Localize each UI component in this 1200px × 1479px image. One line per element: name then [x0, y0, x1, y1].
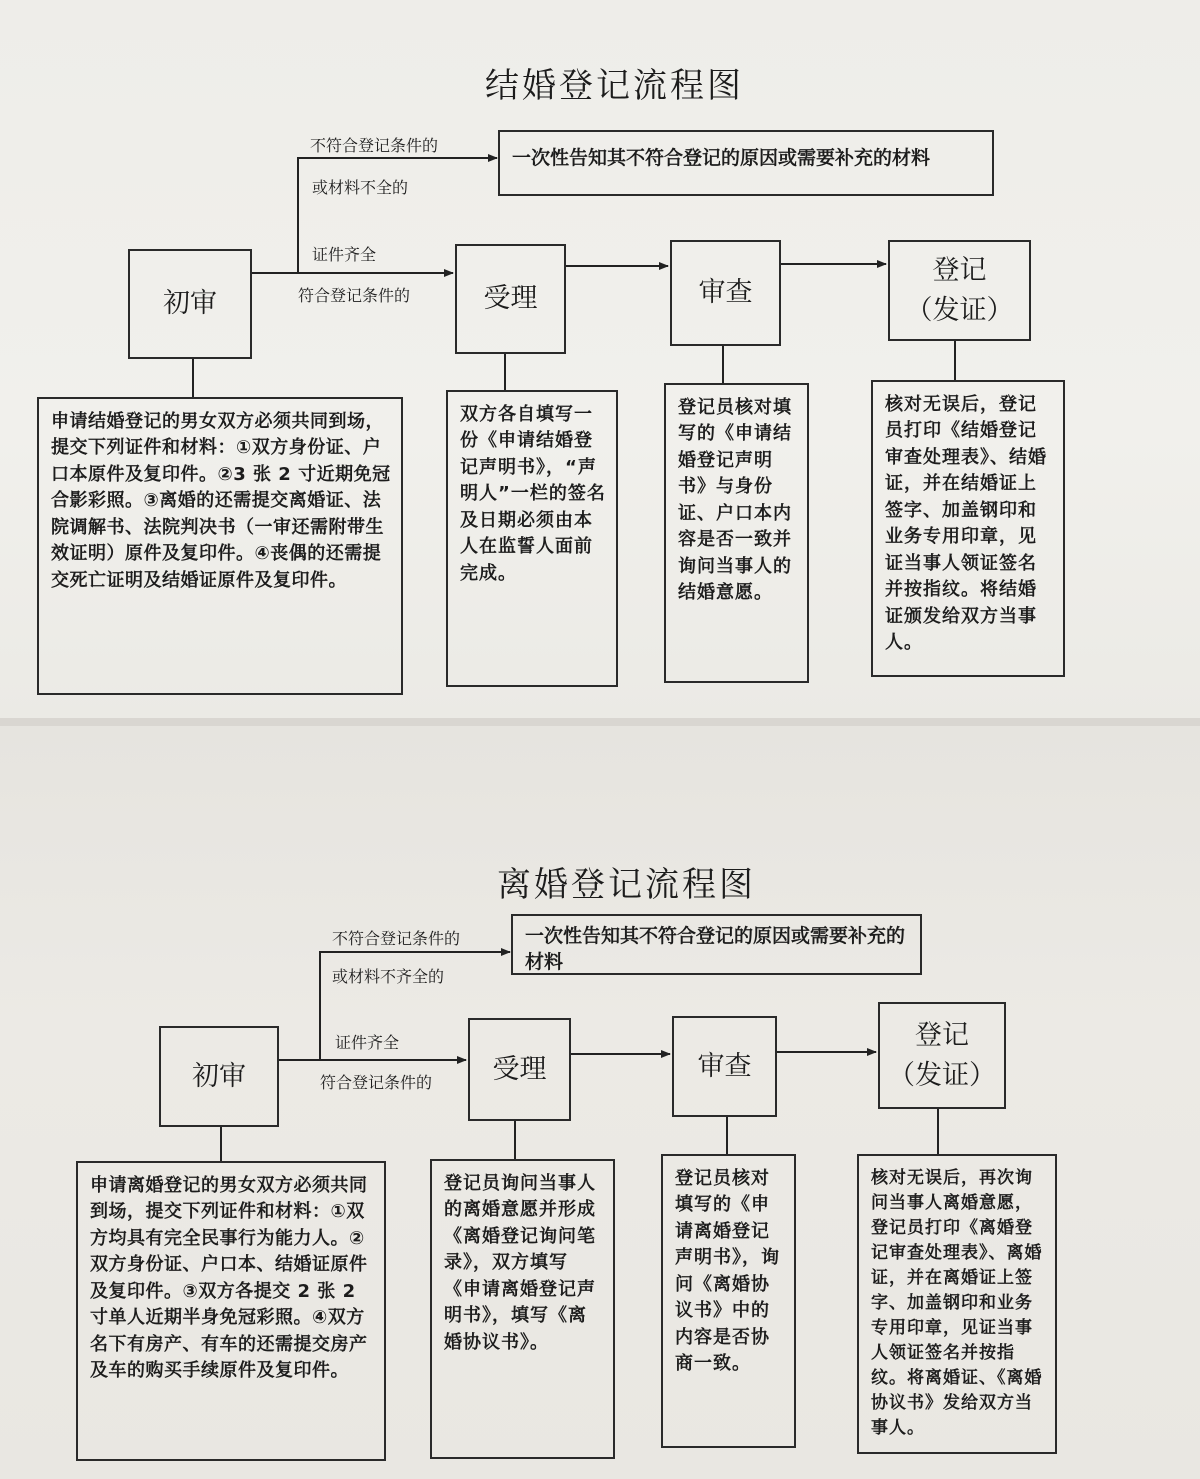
accept-label-line2: 符合登记条件的: [320, 1073, 433, 1092]
reject-label-line2: 或材料不全的: [312, 178, 409, 197]
stage-review: [670, 240, 781, 346]
desc-initial-review: 申请结婚登记的男女双方必须共同到场，提交下列证件和材料：①双方身份证、户口本原件及复印件。②3 张 2 寸近期免冠合影彩照。③离婚的还需提交离婚证、法院调解书、法院判决书（一审还需附带生效证明）原件及复印件。④丧偶的还需提交死亡证明及结婚证原件及复印件。: [37, 397, 403, 695]
notice-box: 一次性告知其不符合登记的原因或需要补充的材料: [498, 130, 994, 196]
stage-review-label: 审查: [698, 277, 753, 309]
desc-initial-review: 申请离婚登记的男女双方必须共同到场，提交下列证件和材料：①双方均具有完全民事行为能力人。②双方身份证、户口本、结婚证原件及复印件。③双方各提交 2 张 2 寸单人近期半身免冠彩照。④双方名下有房产、有车的还需提交房产及车的购买手续原件及复印件。: [76, 1161, 386, 1461]
stage-accept: [455, 244, 566, 354]
divorce-title: 离婚登记流程图: [497, 865, 756, 905]
stage-register-label: 登记: [915, 1020, 969, 1052]
desc-accept: 登记员询问当事人的离婚意愿并形成《离婚登记询问笔录》，双方填写《申请离婚登记声明书》，填写《离婚协议书》。: [430, 1159, 615, 1459]
stage-register-label: 登记: [932, 255, 987, 287]
stage-accept-label: 受理: [492, 1053, 547, 1085]
stage-review: [672, 1016, 777, 1117]
accept-label-line1: 证件齐全: [312, 245, 377, 264]
desc-review: 登记员核对填写的《申请结婚登记声明书》与身份证、户口本内容是否一致并询问当事人的结婚意愿。: [664, 383, 809, 683]
desc-register: 核对无误后，登记员打印《结婚登记审查处理表》、结婚证，并在结婚证上签字、加盖钢印和业务专用印章，见证当事人领证签名并按指纹。将结婚证颁发给双方当事人。: [871, 380, 1065, 677]
stage-review-label: 审查: [697, 1050, 752, 1082]
reject-label-line1: 不符合登记条件的: [310, 136, 439, 155]
desc-accept: 双方各自填写一份《申请结婚登记声明书》，“声明人”一栏的签名及日期必须由本人在监誓人面前完成。: [446, 390, 618, 687]
stage-initial-label: 初审: [192, 1060, 246, 1092]
reject-label-line2: 或材料不齐全的: [332, 967, 445, 986]
stage-initial-label: 初审: [163, 288, 217, 320]
desc-review: 登记员核对填写的《申请离婚登记声明书》，询问《离婚协议书》中的内容是否协商一致。: [661, 1154, 796, 1448]
stage-register: [888, 240, 1031, 341]
desc-register: 核对无误后，再次询问当事人离婚意愿，登记员打印《离婚登记审查处理表》、离婚证，并在离婚证上签字、加盖钢印和业务专用印章，见证当事人领证签名并按指纹。将离婚证、《离婚协议书》发给双方当事人。: [857, 1154, 1057, 1454]
accept-label-line1: 证件齐全: [335, 1033, 400, 1052]
stage-accept: [468, 1018, 571, 1121]
divorce-flowchart-sheet: [0, 726, 1200, 1479]
stage-register-sublabel: （发证）: [888, 1059, 996, 1091]
stage-initial-review: [128, 249, 252, 359]
accept-label-line2: 符合登记条件的: [298, 286, 411, 305]
stage-register: [878, 1002, 1006, 1109]
marriage-title: 结婚登记流程图: [485, 66, 744, 106]
stage-register-sublabel: （发证）: [905, 294, 1014, 326]
stage-accept-label: 受理: [483, 283, 538, 315]
stage-initial-review: [159, 1026, 279, 1127]
reject-label-line1: 不符合登记条件的: [332, 929, 461, 948]
notice-box: 一次性告知其不符合登记的原因或需要补充的材料: [511, 914, 922, 975]
marriage-flowchart-sheet: [0, 0, 1200, 718]
